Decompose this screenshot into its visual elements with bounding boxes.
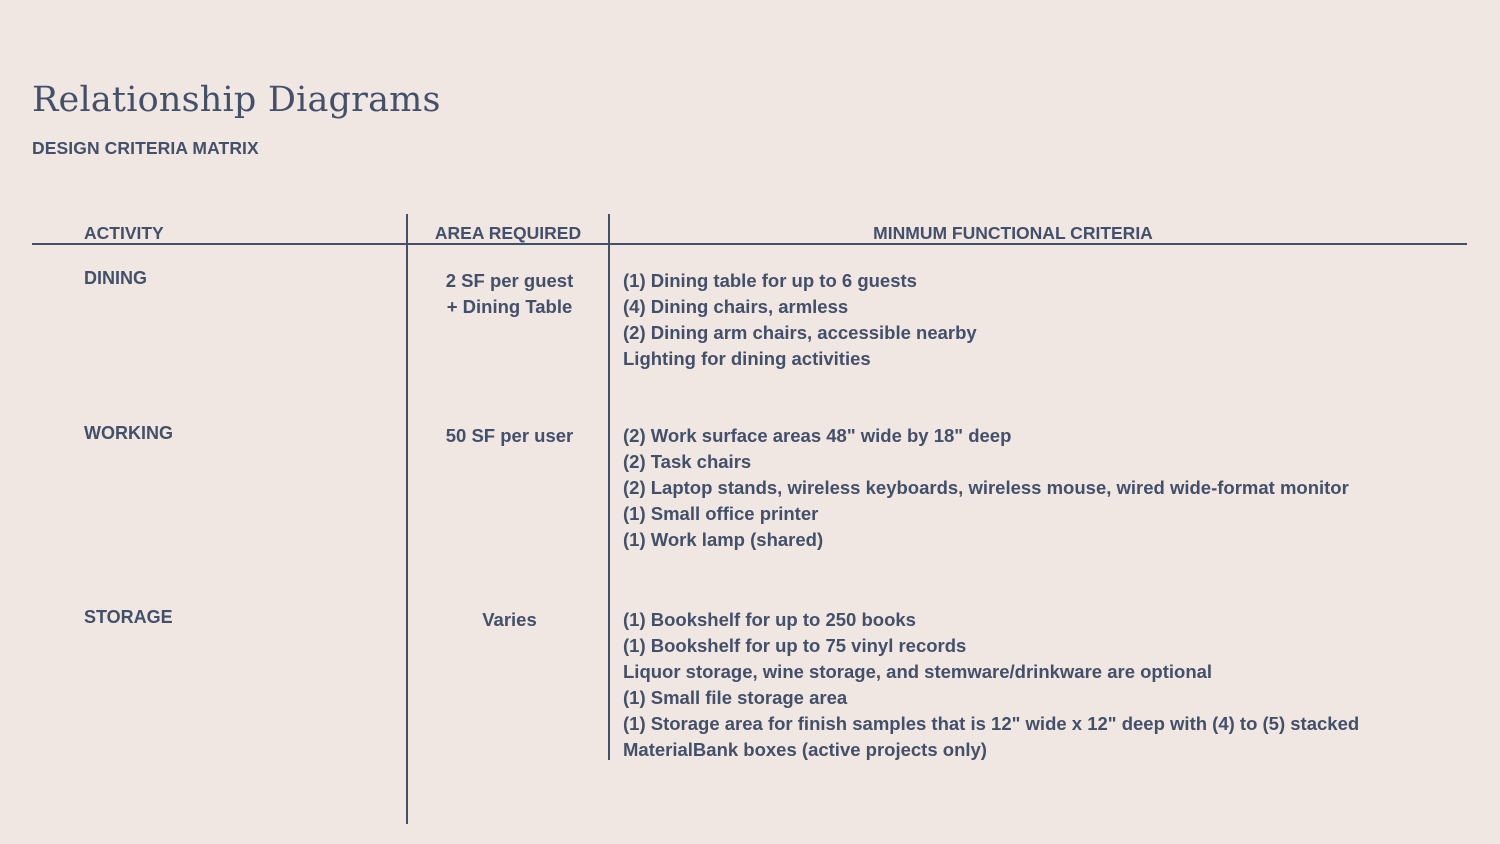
area-line: Varies [482,609,537,630]
activity-dining: DINING [84,268,147,288]
column-header-activity: ACTIVITY [84,223,164,243]
criteria-item: (1) Storage area for finish samples that is 12" wide x 12" deep with (4) to (5) stacked [623,713,1360,734]
area-line: + Dining Table [446,296,573,317]
criteria-item: (2) Work surface areas 48" wide by 18" deep [623,425,1012,446]
area-line: 50 SF per user [445,425,574,446]
criteria-list-working [623,423,1349,553]
column-header-area: AREA REQUIRED [434,223,582,243]
criteria-item: (1) Work lamp (shared) [623,529,824,550]
criteria-item: MaterialBank boxes (active projects only) [623,739,987,760]
activity-storage: STORAGE [84,607,173,627]
page-title: Relationship Diagrams [32,80,441,120]
criteria-item: (2) Laptop stands, wireless keyboards, wireless mouse, wired wide-format monitor [623,477,1349,498]
area-storage [408,607,611,633]
criteria-item: Lighting for dining activities [623,348,871,369]
criteria-list-dining [623,268,977,372]
activity-working: WORKING [84,423,173,443]
criteria-item: (1) Bookshelf for up to 250 books [623,609,916,630]
area-working [408,423,611,449]
criteria-item: (4) Dining chairs, armless [623,296,849,317]
criteria-item: (1) Bookshelf for up to 75 vinyl records [623,635,967,656]
criteria-item: (1) Small office printer [623,503,819,524]
criteria-item: (1) Dining table for up to 6 guests [623,270,917,291]
column-header-criteria: MINMUM FUNCTIONAL CRITERIA [873,223,1153,243]
criteria-item: Liquor storage, wine storage, and stemware/drinkware are optional [623,661,1213,682]
criteria-list-storage [623,607,1359,763]
criteria-item: (2) Dining arm chairs, accessible nearby [623,322,977,343]
area-dining [408,268,611,320]
header-divider [32,243,1467,245]
criteria-item: (1) Small file storage area [623,687,848,708]
criteria-item: (2) Task chairs [623,451,752,472]
page-subtitle: DESIGN CRITERIA MATRIX [32,138,259,158]
area-line: 2 SF per guest [445,270,574,291]
